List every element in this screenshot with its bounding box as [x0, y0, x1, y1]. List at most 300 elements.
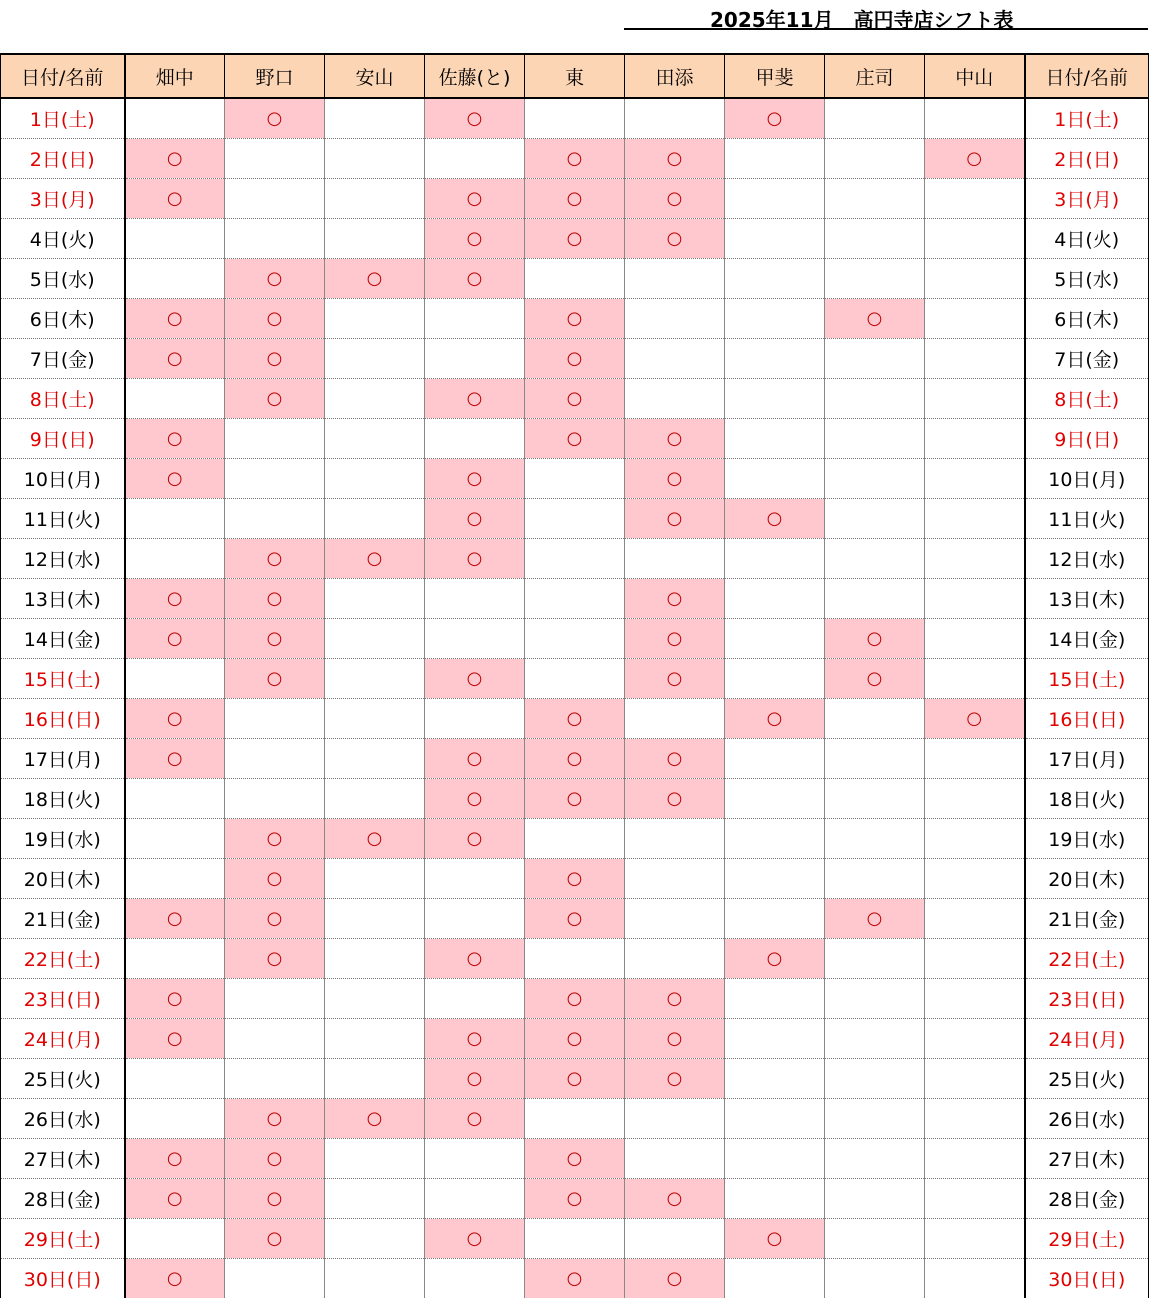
date-cell[interactable]: 28日(金) — [1, 1178, 125, 1218]
shift-cell[interactable] — [725, 858, 825, 898]
date-cell[interactable]: 3日(月) — [1, 178, 125, 218]
date-cell[interactable]: 11日(火) — [1, 498, 125, 538]
date-cell[interactable]: 10日(月) — [1, 458, 125, 498]
shift-cell[interactable] — [325, 258, 425, 298]
shift-cell[interactable] — [425, 658, 525, 698]
shift-cell[interactable] — [525, 138, 625, 178]
shift-cell[interactable] — [425, 778, 525, 818]
shift-cell[interactable] — [325, 498, 425, 538]
date-cell[interactable]: 5日(水) — [1, 258, 125, 298]
date-cell[interactable]: 12日(水) — [1, 538, 125, 578]
shift-cell[interactable] — [925, 218, 1025, 258]
shift-cell[interactable] — [925, 898, 1025, 938]
shift-cell[interactable] — [825, 1258, 925, 1298]
shift-cell[interactable] — [225, 938, 325, 978]
shift-cell[interactable] — [525, 1178, 625, 1218]
shift-cell[interactable] — [125, 1258, 225, 1298]
date-cell[interactable]: 24日(月) — [1, 1018, 125, 1058]
shift-cell[interactable] — [925, 1218, 1025, 1258]
shift-cell[interactable] — [625, 698, 725, 738]
shift-cell[interactable] — [525, 818, 625, 858]
date-cell-right[interactable]: 8日(土) — [1025, 378, 1149, 418]
shift-cell[interactable] — [125, 98, 225, 138]
shift-cell[interactable] — [125, 1058, 225, 1098]
shift-cell[interactable] — [925, 258, 1025, 298]
shift-cell[interactable] — [825, 938, 925, 978]
shift-cell[interactable] — [725, 498, 825, 538]
shift-cell[interactable] — [625, 418, 725, 458]
shift-cell[interactable] — [525, 98, 625, 138]
shift-cell[interactable] — [425, 338, 525, 378]
shift-cell[interactable] — [225, 898, 325, 938]
shift-cell[interactable] — [225, 178, 325, 218]
shift-cell[interactable] — [925, 858, 1025, 898]
shift-cell[interactable] — [425, 138, 525, 178]
shift-cell[interactable] — [825, 578, 925, 618]
date-cell[interactable]: 20日(木) — [1, 858, 125, 898]
shift-cell[interactable] — [325, 1178, 425, 1218]
date-cell[interactable]: 26日(水) — [1, 1098, 125, 1138]
shift-cell[interactable] — [325, 1138, 425, 1178]
shift-cell[interactable] — [725, 1058, 825, 1098]
shift-cell[interactable] — [425, 458, 525, 498]
shift-cell[interactable] — [825, 418, 925, 458]
shift-cell[interactable] — [525, 578, 625, 618]
shift-cell[interactable] — [525, 698, 625, 738]
shift-cell[interactable] — [225, 818, 325, 858]
shift-cell[interactable] — [125, 1218, 225, 1258]
shift-cell[interactable] — [825, 778, 925, 818]
shift-cell[interactable] — [525, 1018, 625, 1058]
date-cell-right[interactable]: 6日(木) — [1025, 298, 1149, 338]
shift-cell[interactable] — [625, 258, 725, 298]
shift-cell[interactable] — [225, 978, 325, 1018]
shift-cell[interactable] — [625, 578, 725, 618]
shift-cell[interactable] — [825, 1178, 925, 1218]
shift-cell[interactable] — [825, 378, 925, 418]
shift-cell[interactable] — [325, 1258, 425, 1298]
shift-cell[interactable] — [425, 98, 525, 138]
shift-cell[interactable] — [825, 178, 925, 218]
shift-cell[interactable] — [425, 818, 525, 858]
shift-cell[interactable] — [825, 218, 925, 258]
date-cell-right[interactable]: 19日(水) — [1025, 818, 1149, 858]
date-cell[interactable]: 25日(火) — [1, 1058, 125, 1098]
shift-cell[interactable] — [725, 578, 825, 618]
shift-cell[interactable] — [225, 1218, 325, 1258]
shift-cell[interactable] — [225, 338, 325, 378]
date-cell[interactable]: 19日(水) — [1, 818, 125, 858]
shift-cell[interactable] — [925, 1098, 1025, 1138]
shift-cell[interactable] — [325, 458, 425, 498]
shift-cell[interactable] — [425, 578, 525, 618]
shift-cell[interactable] — [725, 1018, 825, 1058]
shift-cell[interactable] — [425, 258, 525, 298]
date-cell[interactable]: 18日(火) — [1, 778, 125, 818]
shift-cell[interactable] — [625, 1218, 725, 1258]
shift-cell[interactable] — [525, 538, 625, 578]
shift-cell[interactable] — [425, 898, 525, 938]
shift-cell[interactable] — [425, 1218, 525, 1258]
shift-cell[interactable] — [525, 1138, 625, 1178]
shift-cell[interactable] — [425, 858, 525, 898]
shift-cell[interactable] — [525, 1218, 625, 1258]
date-cell-right[interactable]: 24日(月) — [1025, 1018, 1149, 1058]
shift-cell[interactable] — [725, 298, 825, 338]
date-cell-right[interactable]: 21日(金) — [1025, 898, 1149, 938]
shift-cell[interactable] — [325, 578, 425, 618]
header-name-5[interactable]: 東 — [525, 54, 625, 98]
shift-cell[interactable] — [625, 778, 725, 818]
shift-cell[interactable] — [425, 498, 525, 538]
shift-cell[interactable] — [625, 298, 725, 338]
shift-cell[interactable] — [125, 538, 225, 578]
date-cell[interactable]: 4日(火) — [1, 218, 125, 258]
shift-cell[interactable] — [825, 1058, 925, 1098]
shift-cell[interactable] — [325, 938, 425, 978]
shift-cell[interactable] — [225, 1098, 325, 1138]
shift-cell[interactable] — [325, 178, 425, 218]
shift-cell[interactable] — [925, 978, 1025, 1018]
shift-cell[interactable] — [925, 778, 1025, 818]
shift-cell[interactable] — [825, 858, 925, 898]
shift-cell[interactable] — [825, 1218, 925, 1258]
shift-cell[interactable] — [125, 498, 225, 538]
date-cell-right[interactable]: 11日(火) — [1025, 498, 1149, 538]
date-cell-right[interactable]: 16日(日) — [1025, 698, 1149, 738]
shift-cell[interactable] — [525, 378, 625, 418]
shift-cell[interactable] — [625, 938, 725, 978]
shift-cell[interactable] — [725, 698, 825, 738]
header-date-label[interactable]: 日付/名前 — [1, 54, 125, 98]
shift-cell[interactable] — [725, 938, 825, 978]
shift-cell[interactable] — [625, 818, 725, 858]
shift-cell[interactable] — [725, 378, 825, 418]
shift-cell[interactable] — [625, 1058, 725, 1098]
shift-cell[interactable] — [325, 218, 425, 258]
shift-cell[interactable] — [425, 1098, 525, 1138]
date-cell-right[interactable]: 27日(木) — [1025, 1138, 1149, 1178]
shift-cell[interactable] — [325, 778, 425, 818]
shift-cell[interactable] — [425, 378, 525, 418]
shift-cell[interactable] — [625, 658, 725, 698]
shift-cell[interactable] — [725, 778, 825, 818]
date-cell[interactable]: 1日(土) — [1, 98, 125, 138]
shift-cell[interactable] — [125, 698, 225, 738]
shift-cell[interactable] — [425, 1138, 525, 1178]
shift-cell[interactable] — [125, 1018, 225, 1058]
date-cell-right[interactable]: 2日(日) — [1025, 138, 1149, 178]
shift-cell[interactable] — [825, 658, 925, 698]
date-cell[interactable]: 8日(土) — [1, 378, 125, 418]
date-cell[interactable]: 7日(金) — [1, 338, 125, 378]
shift-cell[interactable] — [825, 458, 925, 498]
shift-cell[interactable] — [125, 578, 225, 618]
shift-cell[interactable] — [925, 98, 1025, 138]
shift-cell[interactable] — [725, 1218, 825, 1258]
header-name-4[interactable]: 佐藤(と) — [425, 54, 525, 98]
shift-cell[interactable] — [725, 98, 825, 138]
date-cell[interactable]: 30日(日) — [1, 1258, 125, 1298]
shift-cell[interactable] — [225, 738, 325, 778]
shift-cell[interactable] — [725, 818, 825, 858]
date-cell-right[interactable]: 26日(水) — [1025, 1098, 1149, 1138]
shift-cell[interactable] — [225, 698, 325, 738]
shift-cell[interactable] — [525, 498, 625, 538]
shift-cell[interactable] — [725, 178, 825, 218]
header-name-3[interactable]: 安山 — [325, 54, 425, 98]
shift-cell[interactable] — [925, 418, 1025, 458]
date-cell[interactable]: 13日(木) — [1, 578, 125, 618]
shift-cell[interactable] — [725, 738, 825, 778]
shift-cell[interactable] — [925, 458, 1025, 498]
date-cell-right[interactable]: 10日(月) — [1025, 458, 1149, 498]
shift-cell[interactable] — [225, 498, 325, 538]
shift-cell[interactable] — [625, 138, 725, 178]
shift-cell[interactable] — [325, 698, 425, 738]
date-cell[interactable]: 21日(金) — [1, 898, 125, 938]
shift-cell[interactable] — [925, 378, 1025, 418]
shift-cell[interactable] — [725, 218, 825, 258]
shift-cell[interactable] — [625, 618, 725, 658]
date-cell[interactable]: 9日(日) — [1, 418, 125, 458]
shift-cell[interactable] — [625, 1178, 725, 1218]
date-cell-right[interactable]: 25日(火) — [1025, 1058, 1149, 1098]
shift-cell[interactable] — [425, 738, 525, 778]
shift-cell[interactable] — [325, 738, 425, 778]
header-name-7[interactable]: 甲斐 — [725, 54, 825, 98]
shift-cell[interactable] — [225, 378, 325, 418]
shift-cell[interactable] — [825, 1138, 925, 1178]
date-cell[interactable]: 2日(日) — [1, 138, 125, 178]
shift-cell[interactable] — [925, 338, 1025, 378]
shift-cell[interactable] — [525, 778, 625, 818]
shift-cell[interactable] — [925, 578, 1025, 618]
shift-cell[interactable] — [125, 1138, 225, 1178]
shift-cell[interactable] — [425, 618, 525, 658]
header-name-2[interactable]: 野口 — [225, 54, 325, 98]
shift-cell[interactable] — [125, 178, 225, 218]
shift-cell[interactable] — [125, 458, 225, 498]
shift-cell[interactable] — [325, 1218, 425, 1258]
shift-cell[interactable] — [325, 378, 425, 418]
shift-cell[interactable] — [625, 178, 725, 218]
shift-cell[interactable] — [925, 178, 1025, 218]
shift-cell[interactable] — [125, 418, 225, 458]
shift-cell[interactable] — [725, 1258, 825, 1298]
shift-cell[interactable] — [525, 738, 625, 778]
shift-cell[interactable] — [225, 218, 325, 258]
shift-cell[interactable] — [125, 218, 225, 258]
shift-cell[interactable] — [325, 618, 425, 658]
shift-cell[interactable] — [225, 258, 325, 298]
shift-cell[interactable] — [825, 298, 925, 338]
shift-cell[interactable] — [525, 658, 625, 698]
shift-cell[interactable] — [125, 298, 225, 338]
shift-cell[interactable] — [725, 1178, 825, 1218]
date-cell[interactable]: 27日(木) — [1, 1138, 125, 1178]
shift-cell[interactable] — [225, 578, 325, 618]
shift-cell[interactable] — [225, 458, 325, 498]
shift-cell[interactable] — [725, 618, 825, 658]
shift-cell[interactable] — [125, 658, 225, 698]
shift-cell[interactable] — [525, 618, 625, 658]
shift-cell[interactable] — [225, 1258, 325, 1298]
shift-cell[interactable] — [425, 1018, 525, 1058]
shift-cell[interactable] — [225, 1018, 325, 1058]
shift-cell[interactable] — [425, 698, 525, 738]
shift-cell[interactable] — [525, 898, 625, 938]
date-cell-right[interactable]: 13日(木) — [1025, 578, 1149, 618]
shift-cell[interactable] — [425, 1258, 525, 1298]
shift-cell[interactable] — [325, 898, 425, 938]
shift-cell[interactable] — [125, 258, 225, 298]
shift-cell[interactable] — [925, 298, 1025, 338]
date-cell-right[interactable]: 4日(火) — [1025, 218, 1149, 258]
shift-cell[interactable] — [125, 818, 225, 858]
date-cell-right[interactable]: 18日(火) — [1025, 778, 1149, 818]
shift-cell[interactable] — [825, 618, 925, 658]
date-cell[interactable]: 6日(木) — [1, 298, 125, 338]
shift-cell[interactable] — [325, 818, 425, 858]
shift-cell[interactable] — [425, 1058, 525, 1098]
date-cell[interactable]: 29日(土) — [1, 1218, 125, 1258]
shift-cell[interactable] — [225, 618, 325, 658]
shift-cell[interactable] — [825, 498, 925, 538]
header-name-6[interactable]: 田添 — [625, 54, 725, 98]
shift-cell[interactable] — [425, 538, 525, 578]
shift-cell[interactable] — [625, 1098, 725, 1138]
shift-cell[interactable] — [225, 858, 325, 898]
shift-cell[interactable] — [425, 938, 525, 978]
shift-cell[interactable] — [625, 1018, 725, 1058]
date-cell-right[interactable]: 29日(土) — [1025, 1218, 1149, 1258]
shift-cell[interactable] — [525, 938, 625, 978]
shift-cell[interactable] — [725, 898, 825, 938]
shift-cell[interactable] — [725, 338, 825, 378]
shift-cell[interactable] — [225, 1178, 325, 1218]
date-cell[interactable]: 22日(土) — [1, 938, 125, 978]
shift-cell[interactable] — [925, 818, 1025, 858]
shift-cell[interactable] — [325, 858, 425, 898]
shift-cell[interactable] — [425, 978, 525, 1018]
date-cell[interactable]: 14日(金) — [1, 618, 125, 658]
shift-cell[interactable] — [625, 738, 725, 778]
date-cell-right[interactable]: 17日(月) — [1025, 738, 1149, 778]
date-cell-right[interactable]: 3日(月) — [1025, 178, 1149, 218]
shift-cell[interactable] — [725, 1138, 825, 1178]
shift-cell[interactable] — [425, 218, 525, 258]
shift-cell[interactable] — [125, 738, 225, 778]
shift-cell[interactable] — [125, 938, 225, 978]
shift-cell[interactable] — [925, 1178, 1025, 1218]
shift-cell[interactable] — [625, 898, 725, 938]
shift-cell[interactable] — [625, 338, 725, 378]
shift-cell[interactable] — [825, 98, 925, 138]
shift-cell[interactable] — [525, 1058, 625, 1098]
shift-cell[interactable] — [325, 1058, 425, 1098]
shift-cell[interactable] — [125, 898, 225, 938]
date-cell-right[interactable]: 5日(水) — [1025, 258, 1149, 298]
shift-cell[interactable] — [625, 858, 725, 898]
shift-cell[interactable] — [525, 258, 625, 298]
shift-cell[interactable] — [725, 658, 825, 698]
header-name-1[interactable]: 畑中 — [125, 54, 225, 98]
shift-cell[interactable] — [525, 298, 625, 338]
date-cell[interactable]: 16日(日) — [1, 698, 125, 738]
shift-cell[interactable] — [325, 338, 425, 378]
shift-cell[interactable] — [825, 978, 925, 1018]
date-cell[interactable]: 23日(日) — [1, 978, 125, 1018]
shift-cell[interactable] — [325, 538, 425, 578]
shift-cell[interactable] — [925, 938, 1025, 978]
shift-cell[interactable] — [525, 1258, 625, 1298]
shift-cell[interactable] — [625, 458, 725, 498]
shift-cell[interactable] — [125, 1098, 225, 1138]
shift-cell[interactable] — [925, 538, 1025, 578]
shift-cell[interactable] — [225, 298, 325, 338]
shift-cell[interactable] — [325, 1098, 425, 1138]
date-cell-right[interactable]: 20日(木) — [1025, 858, 1149, 898]
shift-cell[interactable] — [125, 618, 225, 658]
shift-cell[interactable] — [325, 978, 425, 1018]
date-cell-right[interactable]: 30日(日) — [1025, 1258, 1149, 1298]
shift-cell[interactable] — [925, 138, 1025, 178]
shift-cell[interactable] — [925, 498, 1025, 538]
shift-cell[interactable] — [625, 978, 725, 1018]
shift-cell[interactable] — [825, 258, 925, 298]
shift-cell[interactable] — [525, 338, 625, 378]
shift-cell[interactable] — [325, 98, 425, 138]
shift-cell[interactable] — [525, 218, 625, 258]
date-cell-right[interactable]: 23日(日) — [1025, 978, 1149, 1018]
date-cell-right[interactable]: 15日(土) — [1025, 658, 1149, 698]
shift-cell[interactable] — [625, 498, 725, 538]
date-cell-right[interactable]: 22日(土) — [1025, 938, 1149, 978]
shift-cell[interactable] — [125, 138, 225, 178]
shift-cell[interactable] — [225, 98, 325, 138]
shift-cell[interactable] — [925, 738, 1025, 778]
shift-cell[interactable] — [225, 538, 325, 578]
shift-cell[interactable] — [225, 778, 325, 818]
shift-cell[interactable] — [625, 1258, 725, 1298]
shift-cell[interactable] — [425, 418, 525, 458]
shift-cell[interactable] — [725, 978, 825, 1018]
shift-cell[interactable] — [725, 418, 825, 458]
header-name-9[interactable]: 中山 — [925, 54, 1025, 98]
shift-cell[interactable] — [225, 418, 325, 458]
shift-cell[interactable] — [725, 538, 825, 578]
shift-cell[interactable] — [825, 338, 925, 378]
shift-cell[interactable] — [625, 1138, 725, 1178]
shift-cell[interactable] — [425, 298, 525, 338]
header-name-8[interactable]: 庄司 — [825, 54, 925, 98]
date-cell[interactable]: 15日(土) — [1, 658, 125, 698]
shift-cell[interactable] — [125, 978, 225, 1018]
shift-cell[interactable] — [925, 1058, 1025, 1098]
shift-cell[interactable] — [625, 538, 725, 578]
header-date-label-right[interactable]: 日付/名前 — [1025, 54, 1149, 98]
date-cell-right[interactable]: 7日(金) — [1025, 338, 1149, 378]
shift-cell[interactable] — [925, 658, 1025, 698]
shift-cell[interactable] — [925, 1258, 1025, 1298]
shift-cell[interactable] — [125, 1178, 225, 1218]
shift-cell[interactable] — [925, 1138, 1025, 1178]
shift-cell[interactable] — [225, 138, 325, 178]
shift-cell[interactable] — [925, 618, 1025, 658]
shift-cell[interactable] — [525, 418, 625, 458]
shift-cell[interactable] — [725, 458, 825, 498]
